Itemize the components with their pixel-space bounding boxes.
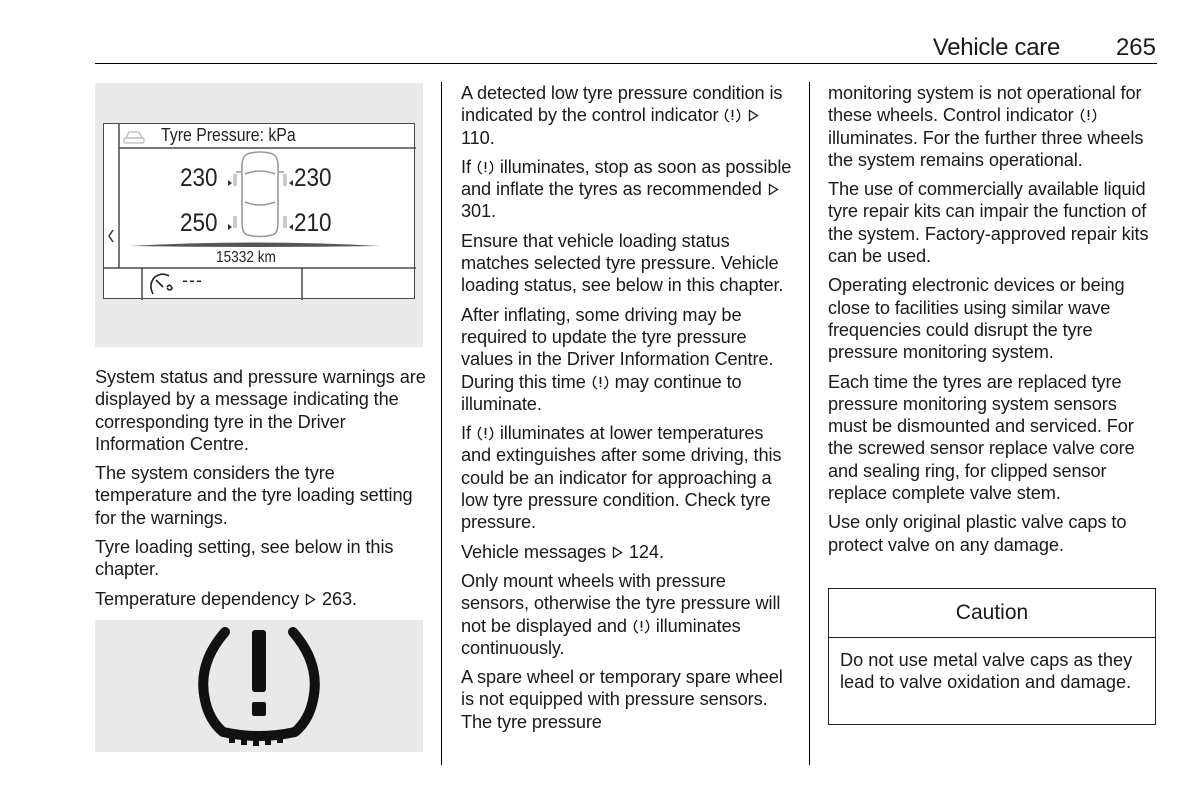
paragraph-text: Temperature dependency bbox=[95, 588, 300, 609]
car-small-icon bbox=[124, 132, 144, 143]
paragraph: Tyre loading setting, see below in this chapter. bbox=[95, 537, 394, 580]
paragraph bbox=[461, 541, 793, 563]
tpms-warning-icon bbox=[95, 620, 423, 752]
text-column-3 bbox=[828, 82, 1160, 563]
paragraph-text: Only mount wheels with pressure sensors, otherwise the tyre pressure will not be displayed and bbox=[461, 570, 781, 636]
page-reference-icon bbox=[748, 109, 759, 122]
chapter-title: Vehicle care bbox=[932, 34, 1060, 61]
display-screen bbox=[103, 123, 415, 299]
paragraph bbox=[461, 422, 793, 533]
paragraph-text: illuminates, stop as soon as possible and inflate the tyres as recommended bbox=[461, 156, 792, 200]
tpms-gauge-icon bbox=[151, 274, 172, 294]
paragraph: Use only original plastic valve caps to protect valve on any damage. bbox=[828, 512, 1127, 555]
tpms-indicator-icon bbox=[477, 426, 494, 441]
display-title: Tyre Pressure: kPa bbox=[161, 125, 296, 145]
car-top-view-icon bbox=[233, 152, 287, 237]
paragraph-text: illuminates. For the further three wheels the system remains operational. bbox=[828, 127, 1144, 170]
text-column-1 bbox=[95, 366, 427, 617]
paragraph bbox=[461, 156, 793, 223]
paragraph: A spare wheel or temporary spare wheel is not equipped with pressure sensors. The tyre pressure bbox=[461, 667, 783, 732]
tpms-indicator-icon bbox=[724, 108, 741, 123]
text-column-2 bbox=[461, 82, 793, 740]
paragraph: The use of commercially available liquid tyre repair kits can impair the function of the system. Factory-approved repair kits can be used. bbox=[828, 179, 1149, 267]
paragraph-text: A detected low tyre pressure condition is indicated by the control indicator bbox=[461, 83, 783, 126]
paragraph-text: After inflating, some driving may be required to update the tyre pressure values in the Driver Information Centre. During this time bbox=[461, 304, 774, 392]
tpms-indicator-icon bbox=[592, 375, 609, 390]
paragraph-text: may continue to illuminate. bbox=[461, 371, 742, 414]
caution-heading: Caution bbox=[829, 589, 1155, 638]
paragraph: System status and pressure warnings are displayed by a message indicating the corresponding tyre in the Driver Information Centre. bbox=[95, 367, 426, 454]
page-reference-icon bbox=[305, 593, 316, 606]
pressure-front-left: 230 bbox=[180, 164, 218, 192]
tpms-indicator-icon bbox=[1080, 108, 1097, 123]
tpms-warning-symbol-figure bbox=[95, 620, 423, 752]
pressure-rear-left: 250 bbox=[180, 209, 218, 237]
paragraph-text: Vehicle messages bbox=[461, 541, 606, 562]
paragraph-text: monitoring system is not operational for these wheels. Control indicator bbox=[828, 83, 1142, 126]
arrow-fl-icon bbox=[228, 180, 232, 186]
arrow-rr-icon bbox=[289, 224, 293, 230]
arrow-rl-icon bbox=[228, 224, 232, 230]
header-rule bbox=[95, 63, 1157, 64]
paragraph bbox=[461, 82, 793, 149]
column-divider bbox=[441, 82, 442, 765]
paragraph-text: If bbox=[461, 423, 471, 444]
tpms-indicator-icon bbox=[633, 619, 650, 634]
page-reference[interactable]: 124. bbox=[628, 541, 664, 562]
paragraph bbox=[95, 588, 427, 610]
pressure-front-right: 230 bbox=[294, 164, 332, 192]
tpms-indicator-icon bbox=[477, 160, 494, 175]
odometer-reading: 15332 km bbox=[216, 249, 276, 266]
paragraph-text: illuminates at lower temperatures and extinguishes after some driving, this could be an indicator for approaching a low tyre pressure condition. Check tyre pressure. bbox=[461, 423, 782, 533]
arrow-fr-icon bbox=[289, 180, 293, 186]
page-number: 265 bbox=[1115, 34, 1156, 61]
paragraph: Each time the tyres are replaced tyre pressure monitoring system sensors must be dismounted and serviced. For the screwed sensor replace valve core and sealing ring, for clipped sensor replace complete valve stem. bbox=[828, 371, 1135, 504]
caution-text: Do not use metal valve caps as they lead to valve oxidation and damage. bbox=[840, 650, 1133, 693]
display-graphics bbox=[104, 124, 416, 300]
paragraph bbox=[828, 82, 1160, 171]
caution-box bbox=[828, 588, 1156, 725]
paragraph-text: illuminates continuously. bbox=[461, 615, 741, 658]
tyre-pressure-display-figure bbox=[95, 83, 423, 347]
paragraph bbox=[461, 304, 793, 415]
pressure-rear-right: 210 bbox=[294, 209, 332, 237]
odometer-rule bbox=[130, 243, 380, 248]
page-reference-icon bbox=[612, 546, 623, 559]
paragraph: Operating electronic devices or being close to facilities using similar wave frequencies could disrupt the tyre pressure monitoring system. bbox=[828, 275, 1125, 363]
page-reference-icon bbox=[768, 183, 779, 196]
paragraph-text: If bbox=[461, 156, 471, 177]
paragraph: Ensure that vehicle loading status matches selected tyre pressure. Vehicle loading status, see below in this chapter. bbox=[461, 230, 784, 296]
paragraph bbox=[461, 570, 793, 659]
page-reference[interactable]: 110. bbox=[461, 127, 495, 148]
status-placeholder: --- bbox=[182, 270, 203, 290]
column-divider bbox=[809, 82, 810, 765]
page-reference[interactable]: 263. bbox=[321, 588, 357, 609]
paragraph: The system considers the tyre temperature and the tyre loading setting for the warnings. bbox=[95, 463, 413, 528]
page-reference[interactable]: 301. bbox=[461, 201, 496, 222]
back-chevron-icon bbox=[109, 230, 113, 242]
